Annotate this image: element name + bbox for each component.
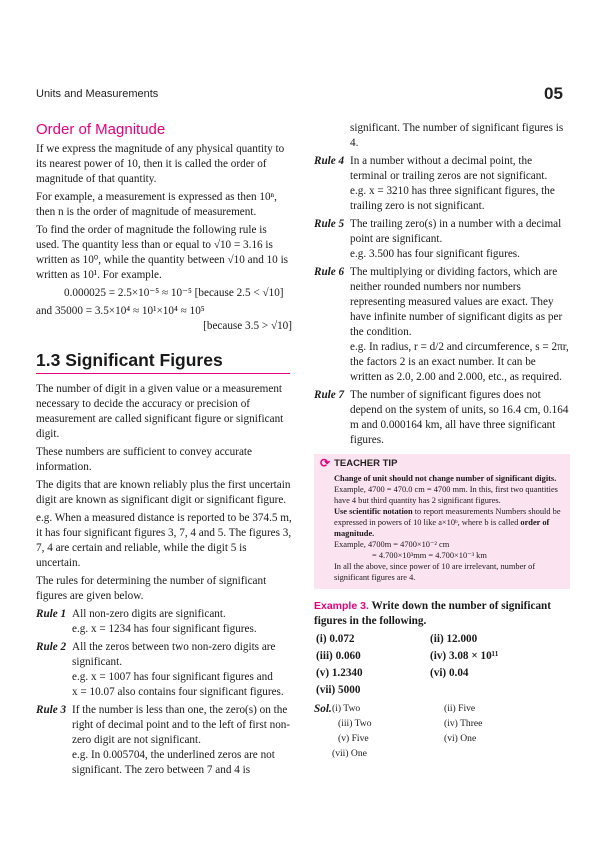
running-header: Units and Measurements [36,88,159,100]
right-column [314,121,570,760]
rule-label: Rule 2 [36,641,67,653]
rule-label: Rule 3 [36,704,67,716]
question-item: (i) 0.072 [316,633,355,645]
sig-paragraph: The digits that are known reliably plus the first uncertain digit are known as significant digit or significant figure. [36,479,291,506]
answer-item: (v) Five [338,733,369,744]
rule-label: Rule 7 [314,389,345,401]
rule-6 [314,265,570,385]
rule-text: In a number without a decimal point, the terminal or trailing zeros are not significant. [350,155,548,182]
rule-5 [314,217,570,262]
example-title [314,599,570,629]
rule-4 [314,154,570,214]
answer-item: (iii) Two [338,718,372,729]
sig-paragraph: The rules for determining the number of significant figures are given below. [36,575,267,602]
rule-label: Rule 5 [314,218,345,230]
teacher-tip-label: TEACHER TIP [334,458,398,469]
question-item: (iv) 3.08 × 10¹¹ [430,650,499,662]
answer-item [444,747,544,760]
order-paragraph: For example, a measurement is expressed as then 10ⁿ, then n is the order of magnitude of measurement. [36,191,277,218]
sig-paragraph: The number of digit in a given value or a measurement necessary to decide the accuracy or precision of measurement are called significant figure or significant digit. [36,383,284,440]
equation-note: [because 3.5 > √10] [203,320,292,332]
question-item: (vii) 5000 [316,684,361,696]
answer-item: (vi) One [444,733,477,744]
tip-line: Example, 4700m = 4700×10⁻² cm [334,540,450,549]
question-item: (vi) 0.04 [430,667,469,679]
equation: 0.000025 = 2.5×10⁻⁵ ≈ 10⁻⁵ [because 2.5 < √10] [64,287,284,299]
rule-label: Rule 4 [314,155,345,167]
rule-7 [314,388,570,448]
refresh-arrow-icon: ⟳ [320,456,331,470]
order-paragraph: If we express the magnitude of any physical quantity to its nearest power of 10, then it is called the order of magnitude of that quantity. [36,143,285,185]
tip-line: Change of unit should not change number of significant digits. [334,474,557,483]
answer-item: (ii) Five [444,703,476,714]
rule-text: If the number is less than one, the zero(s) on the right of decimal point and to the left of first non-zero digit are not significant. [72,704,291,746]
question-item [430,683,560,698]
rule-example: significant. The number of significant figures is 4. [350,122,564,149]
section-heading: 1.3 Significant Figures [36,350,290,374]
tip-bold: order of magnitude. [334,518,550,538]
rule-text: All non-zero digits are significant. [72,608,226,620]
tip-line: to report measurements Numbers should be expressed in powers of 10 like a×10ᵇ, where b is called [334,507,561,527]
sig-paragraph: e.g. When a measured distance is reported to be 374.5 m, it has four significant figures 3, 7, 4 and 5. The figures 3, 7, 4 are certain and reliable, while the digit 5 is uncertain. [36,512,292,569]
rule-example: e.g. x = 1007 has four significant figures and [72,671,273,683]
rule-example: e.g. x = 1234 has four significant figures. [72,623,257,635]
question-item: (iii) 0.060 [316,650,361,662]
question-item: (v) 1.2340 [316,667,363,679]
rule-example: e.g. x = 3210 has three significant figures, the trailing zero is not significant. [350,185,555,212]
rule-text: The trailing zero(s) in a number with a decimal point are significant. [350,218,562,245]
rule-text: The multiplying or dividing factors, which are neither rounded numbers nor numbers representing measured values are exact. They have infinite number of significant digits as per the condition. [350,266,563,338]
tip-line: = 4.700×10³mm = 4.700×10⁻³ km [372,551,487,560]
solution [314,702,570,760]
question-grid [314,632,570,698]
equation: and 35000 = 3.5×10⁴ ≈ 10¹×10⁴ ≈ 10⁵ [36,305,205,317]
tip-line: In all the above, since power of 10 are irrelevant, number of significant figures are 4. [334,562,536,582]
tip-bold: Use scientific notation [334,507,413,516]
rule-3 [36,703,292,778]
teacher-tip-box [314,454,570,589]
question-item: (ii) 12.000 [430,633,478,645]
order-paragraph: To find the order of magnitude the following rule is used. The quantity less than or equal to √10 = 3.16 is written as 10⁰, while the quantity between √10 and 10 is written as 10¹. For example. [36,224,289,281]
sig-paragraph: These numbers are sufficient to convey accurate information. [36,446,252,473]
answer-item: (iv) Three [444,718,483,729]
example-label: Example 3. [314,600,369,612]
solution-label: Sol. [314,703,332,715]
tip-line: Example, 4700 = 470.0 cm = 4700 mm. In this, first two quantities have 4 but third quantity has 2 significant figures. [334,485,558,505]
answer-item: (i) Two [332,703,361,714]
rule-example: e.g. In 0.005704, the underlined zeros are not significant. The zero between 7 and 4 is [72,749,275,776]
rule-1 [36,607,292,637]
rule-label: Rule 6 [314,266,345,278]
teacher-tip-title [320,458,564,469]
example-question: Write down the number of significant figures in the following. [314,600,552,627]
answer-item: (vii) One [332,748,367,759]
rule-label: Rule 1 [36,608,67,620]
rule-text: The number of significant figures does not depend on the system of units, so 16.4 cm, 0.164 m and 0.000164 km, all have three significant figures. [350,389,569,446]
page-number: 05 [544,84,563,103]
rule-example: e.g. 3.500 has four significant figures. [350,248,520,260]
teacher-tip-body [320,473,564,583]
rule-text: All the zeros between two non-zero digits are significant. [72,641,276,668]
rule-2 [36,640,292,700]
left-column [36,121,292,781]
answer-grid [332,702,544,760]
order-heading: Order of Magnitude [36,121,166,138]
rule-example: e.g. In radius, r = d/2 and circumference, s = 2πr, the factors 2 is an exact number. It can be written as 2.0, 2.00 and 2.000, etc., as required. [350,341,569,383]
rule-example: x = 10.07 also contains four significant figures. [72,686,284,698]
rule-3-continued [314,121,570,151]
